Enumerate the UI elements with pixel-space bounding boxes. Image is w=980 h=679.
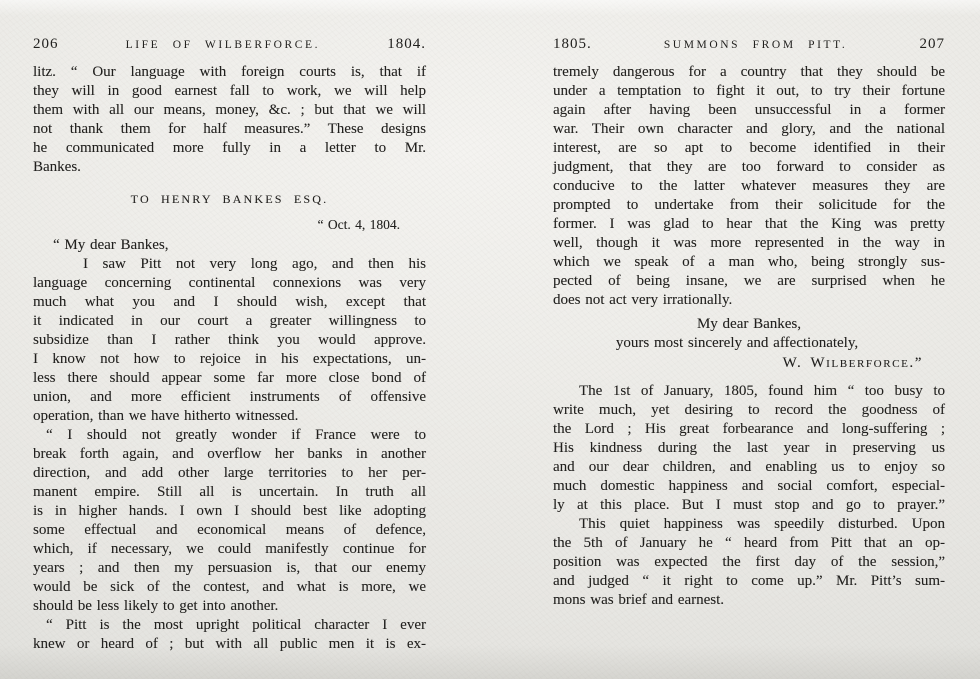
text-line: “ My dear Bankes, [53, 237, 169, 253]
text-line: which, if necessary, we could manifestly continue for [33, 541, 426, 557]
right-header-year: 1805. [553, 36, 592, 52]
text-line: and judged “ it right to come up.” Mr. Pitt’s sum- [553, 573, 945, 589]
text-line: he communicated more fully in a letter to Mr. [33, 140, 426, 156]
text-line: and our dear children, and enabling us to enjoy so [553, 459, 945, 475]
text-line: The 1st of January, 1805, found him “ too busy to [579, 383, 945, 399]
text-line: My dear Bankes, [696, 316, 802, 332]
right-page-text [553, 63, 945, 610]
text-line: less there should appear some far more close bond of [33, 370, 426, 386]
right-page-header [553, 36, 945, 54]
text-line: W. Wilberforce.” [782, 355, 923, 371]
left-page-header [33, 36, 426, 54]
text-line: does not act very irrationally. [553, 292, 733, 308]
text-line: write much, yet desiring to record the goodness of [553, 402, 945, 418]
text-line: them with all our means, money, &c. ; but that we will [33, 102, 426, 118]
text-line: language concerning continental connexions was very [33, 275, 426, 291]
text-line: much domestic happiness and social comfort, especial- [553, 478, 945, 494]
text-line: knew or heard of ; but with all public men it is ex- [33, 636, 426, 652]
text-line: conducive to the latter whatever measures they are [553, 178, 945, 194]
text-line: war. Their own character and glory, and the national [553, 121, 945, 137]
text-line: they will in good earnest fall to work, we will help [33, 83, 426, 99]
left-page-text [33, 63, 426, 654]
text-line: “ Oct. 4, 1804. [317, 217, 400, 232]
text-line: ly at this place. But I must stop and go to prayer.” [553, 497, 945, 513]
text-line: much what you and I should wish, except that [33, 294, 426, 310]
text-line: not thank them for half measures.” These designs [33, 121, 426, 137]
text-line: litz. “ Our language with foreign courts is, that if [33, 64, 426, 80]
text-line: tremely dangerous for a country that they should be [553, 64, 945, 80]
text-line: which we speak of a man who, being strongly sus- [553, 254, 945, 270]
text-line: union, and more efficient instruments of offensive [33, 389, 426, 405]
text-line: This quiet happiness was speedily disturbed. Upon [579, 516, 945, 532]
text-line: the Lord ; His great forbearance and long-suffering ; [553, 421, 945, 437]
text-line: it indicated in our court a greater willingness to [33, 313, 426, 329]
text-line: well, though it was more represented in the way in [553, 235, 945, 251]
text-line: some effectual and economical means of defence, [33, 522, 426, 538]
text-line: should be less likely to get into another. [33, 598, 279, 614]
text-line: years ; and then my persuasion is, that our enemy [33, 560, 426, 576]
text-line: direction, and add other large territories to her per- [33, 465, 426, 481]
text-line: operation, than we have hitherto witnessed. [33, 408, 299, 424]
text-line: prompted to undertake from their solicitude for the [553, 197, 945, 213]
right-page [490, 0, 980, 679]
text-line: under a temptation to fight it out, to try their fortune [553, 83, 945, 99]
text-line: manent empire. Still all is uncertain. In truth all [33, 484, 426, 500]
right-page-number: 207 [919, 36, 945, 52]
text-line: subsidize than I rather think you would approve. [33, 332, 426, 348]
left-running-title: LIFE OF WILBERFORCE. [125, 39, 321, 51]
text-line: yours most sincerely and affectionately, [615, 335, 859, 351]
left-header-year: 1804. [387, 36, 426, 52]
text-line: the 5th of January he “ heard from Pitt that an op- [553, 535, 945, 551]
text-line: former. I was glad to hear that the King was pretty [553, 216, 945, 232]
text-line: position was expected the first day of the session,” [553, 554, 945, 570]
text-line: interest, are so apt to become identified in their [553, 140, 945, 156]
text-line: “ I should not greatly wonder if France were to [46, 427, 426, 443]
text-line: His kindness during the last year in preserving us [553, 440, 945, 456]
text-line: mons was brief and earnest. [553, 592, 725, 608]
text-line: Bankes. [33, 159, 81, 175]
text-line: “ Pitt is the most upright political character I ever [46, 617, 426, 633]
text-line: judgment, that they are too forward to consider as [553, 159, 945, 175]
text-line: is in higher hands. I own I should best like adopting [33, 503, 426, 519]
text-line: TO HENRY BANKES ESQ. [130, 192, 329, 206]
right-running-title: SUMMONS FROM PITT. [663, 39, 848, 51]
text-line: would be sick of the contest, and what is more, we [33, 579, 426, 595]
text-line: pected of being insane, we are surprised when he [553, 273, 945, 289]
text-line: I know not how to rejoice in his expectations, un- [33, 351, 426, 367]
text-line: break forth again, and overflow her banks in another [33, 446, 426, 462]
left-page-number: 206 [33, 36, 59, 52]
text-line: I saw Pitt not very long ago, and then his [83, 256, 426, 272]
text-line: again after having been unsuccessful in a former [553, 102, 945, 118]
